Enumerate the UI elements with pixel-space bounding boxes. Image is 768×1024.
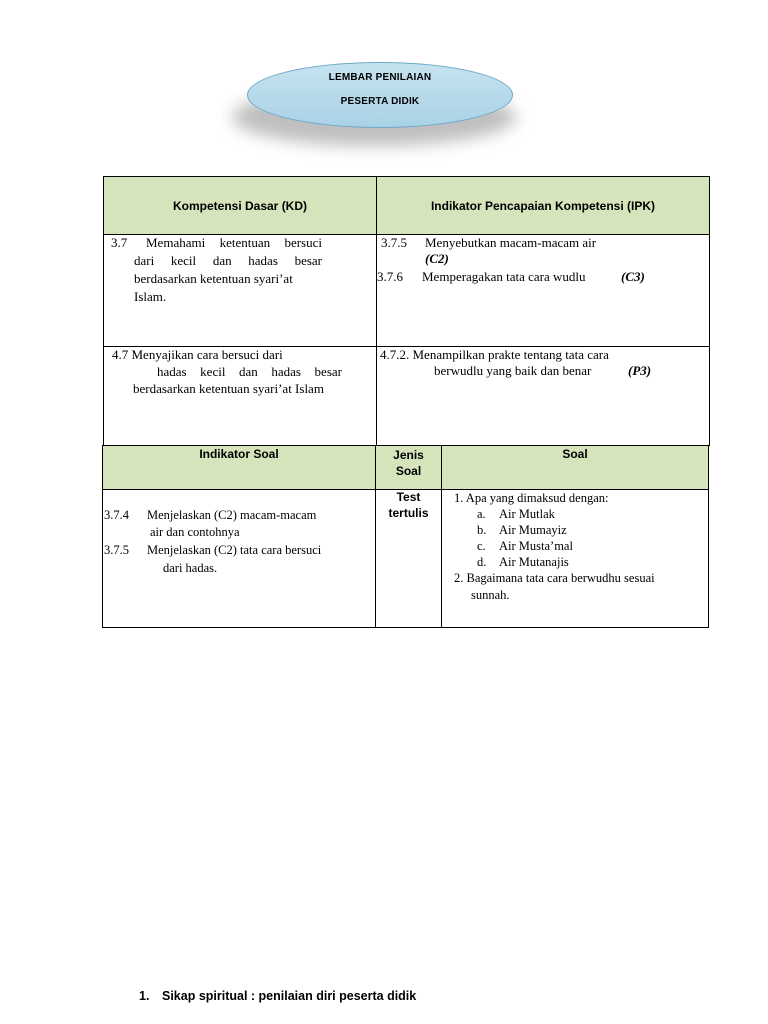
header-ipk: Indikator Pencapaian Kompetensi (IPK) — [376, 176, 710, 235]
header-soal-label: Soal — [562, 447, 588, 461]
indikator-text: Menjelaskan (C2) tata cara bersuci — [147, 543, 322, 557]
title-line-1: LEMBAR PENILAIAN — [328, 72, 432, 83]
question-2: sunnah. — [471, 588, 510, 602]
ipk-text: Memperagakan tata cara wudlu — [422, 269, 586, 284]
header-jenis-soal-label: Jenis — [393, 448, 424, 462]
kd-text-line: 4.7 Menyajikan cara bersuci dari — [112, 347, 283, 362]
ipk-level-tag: (P3) — [628, 363, 652, 378]
indikator-text: air dan contohnya — [150, 525, 240, 539]
ipk-text: berwudlu yang baik dan benar — [434, 363, 592, 378]
question-2: 2. Bagaimana tata cara berwudhu sesuai — [454, 571, 655, 585]
option-letter: c. — [477, 539, 486, 553]
heading-number: 1. — [139, 989, 150, 1003]
ipk-level-tag: (C3) — [621, 269, 645, 284]
kd-text-line: Islam. — [134, 289, 167, 304]
header-indikator-soal — [102, 445, 376, 490]
option-text: Air Mutlak — [499, 507, 555, 521]
option-text: Air Mutanajis — [499, 555, 569, 569]
header-kd: Kompetensi Dasar (KD) — [103, 176, 377, 235]
ipk-text: Menyebutkan macam-macam air — [425, 235, 597, 250]
header-jenis-soal — [375, 445, 442, 490]
ipk-text: 4.7.2. Menampilkan prakte tentang tata cara — [380, 347, 609, 362]
option-letter: d. — [477, 555, 487, 569]
jenis-value: Test — [396, 490, 421, 504]
heading-text: Sikap spiritual : penilaian diri peserta didik — [162, 989, 417, 1003]
jenis-value: tertulis — [388, 506, 429, 520]
indikator-number: 3.7.5 — [104, 543, 129, 557]
ipk-number: 3.7.5 — [381, 235, 407, 250]
kd-text-line: berdasarkan ketentuan syari’at — [134, 271, 293, 286]
option-letter: b. — [477, 523, 487, 537]
ipk-level-tag: (C2) — [425, 251, 449, 266]
indikator-text: dari hadas. — [163, 561, 218, 575]
indikator-number: 3.7.4 — [104, 508, 129, 522]
kd-text-line: hadas kecil dan hadas besar — [157, 364, 342, 379]
header-jenis-soal-label: Soal — [395, 464, 422, 478]
header-soal — [441, 445, 709, 490]
question-1: 1. Apa yang dimaksud dengan: — [454, 491, 609, 505]
title-ellipse — [247, 62, 513, 128]
indikator-text: Menjelaskan (C2) macam-macam — [147, 508, 317, 522]
kd-text-line: Memahami ketentuan bersuci — [146, 235, 322, 250]
kd-number: 3.7 — [111, 235, 128, 250]
header-indikator-soal-label: Indikator Soal — [199, 447, 279, 461]
kd-text-line: dari kecil dan hadas besar — [134, 253, 322, 268]
option-letter: a. — [477, 507, 486, 521]
option-text: Air Musta’mal — [499, 539, 573, 553]
kd-text-line: berdasarkan ketentuan syari’at Islam — [133, 381, 324, 396]
option-text: Air Mumayiz — [499, 523, 567, 537]
title-line-2: PESERTA DIDIK — [340, 96, 420, 107]
ipk-number: 3.7.6 — [377, 269, 403, 284]
